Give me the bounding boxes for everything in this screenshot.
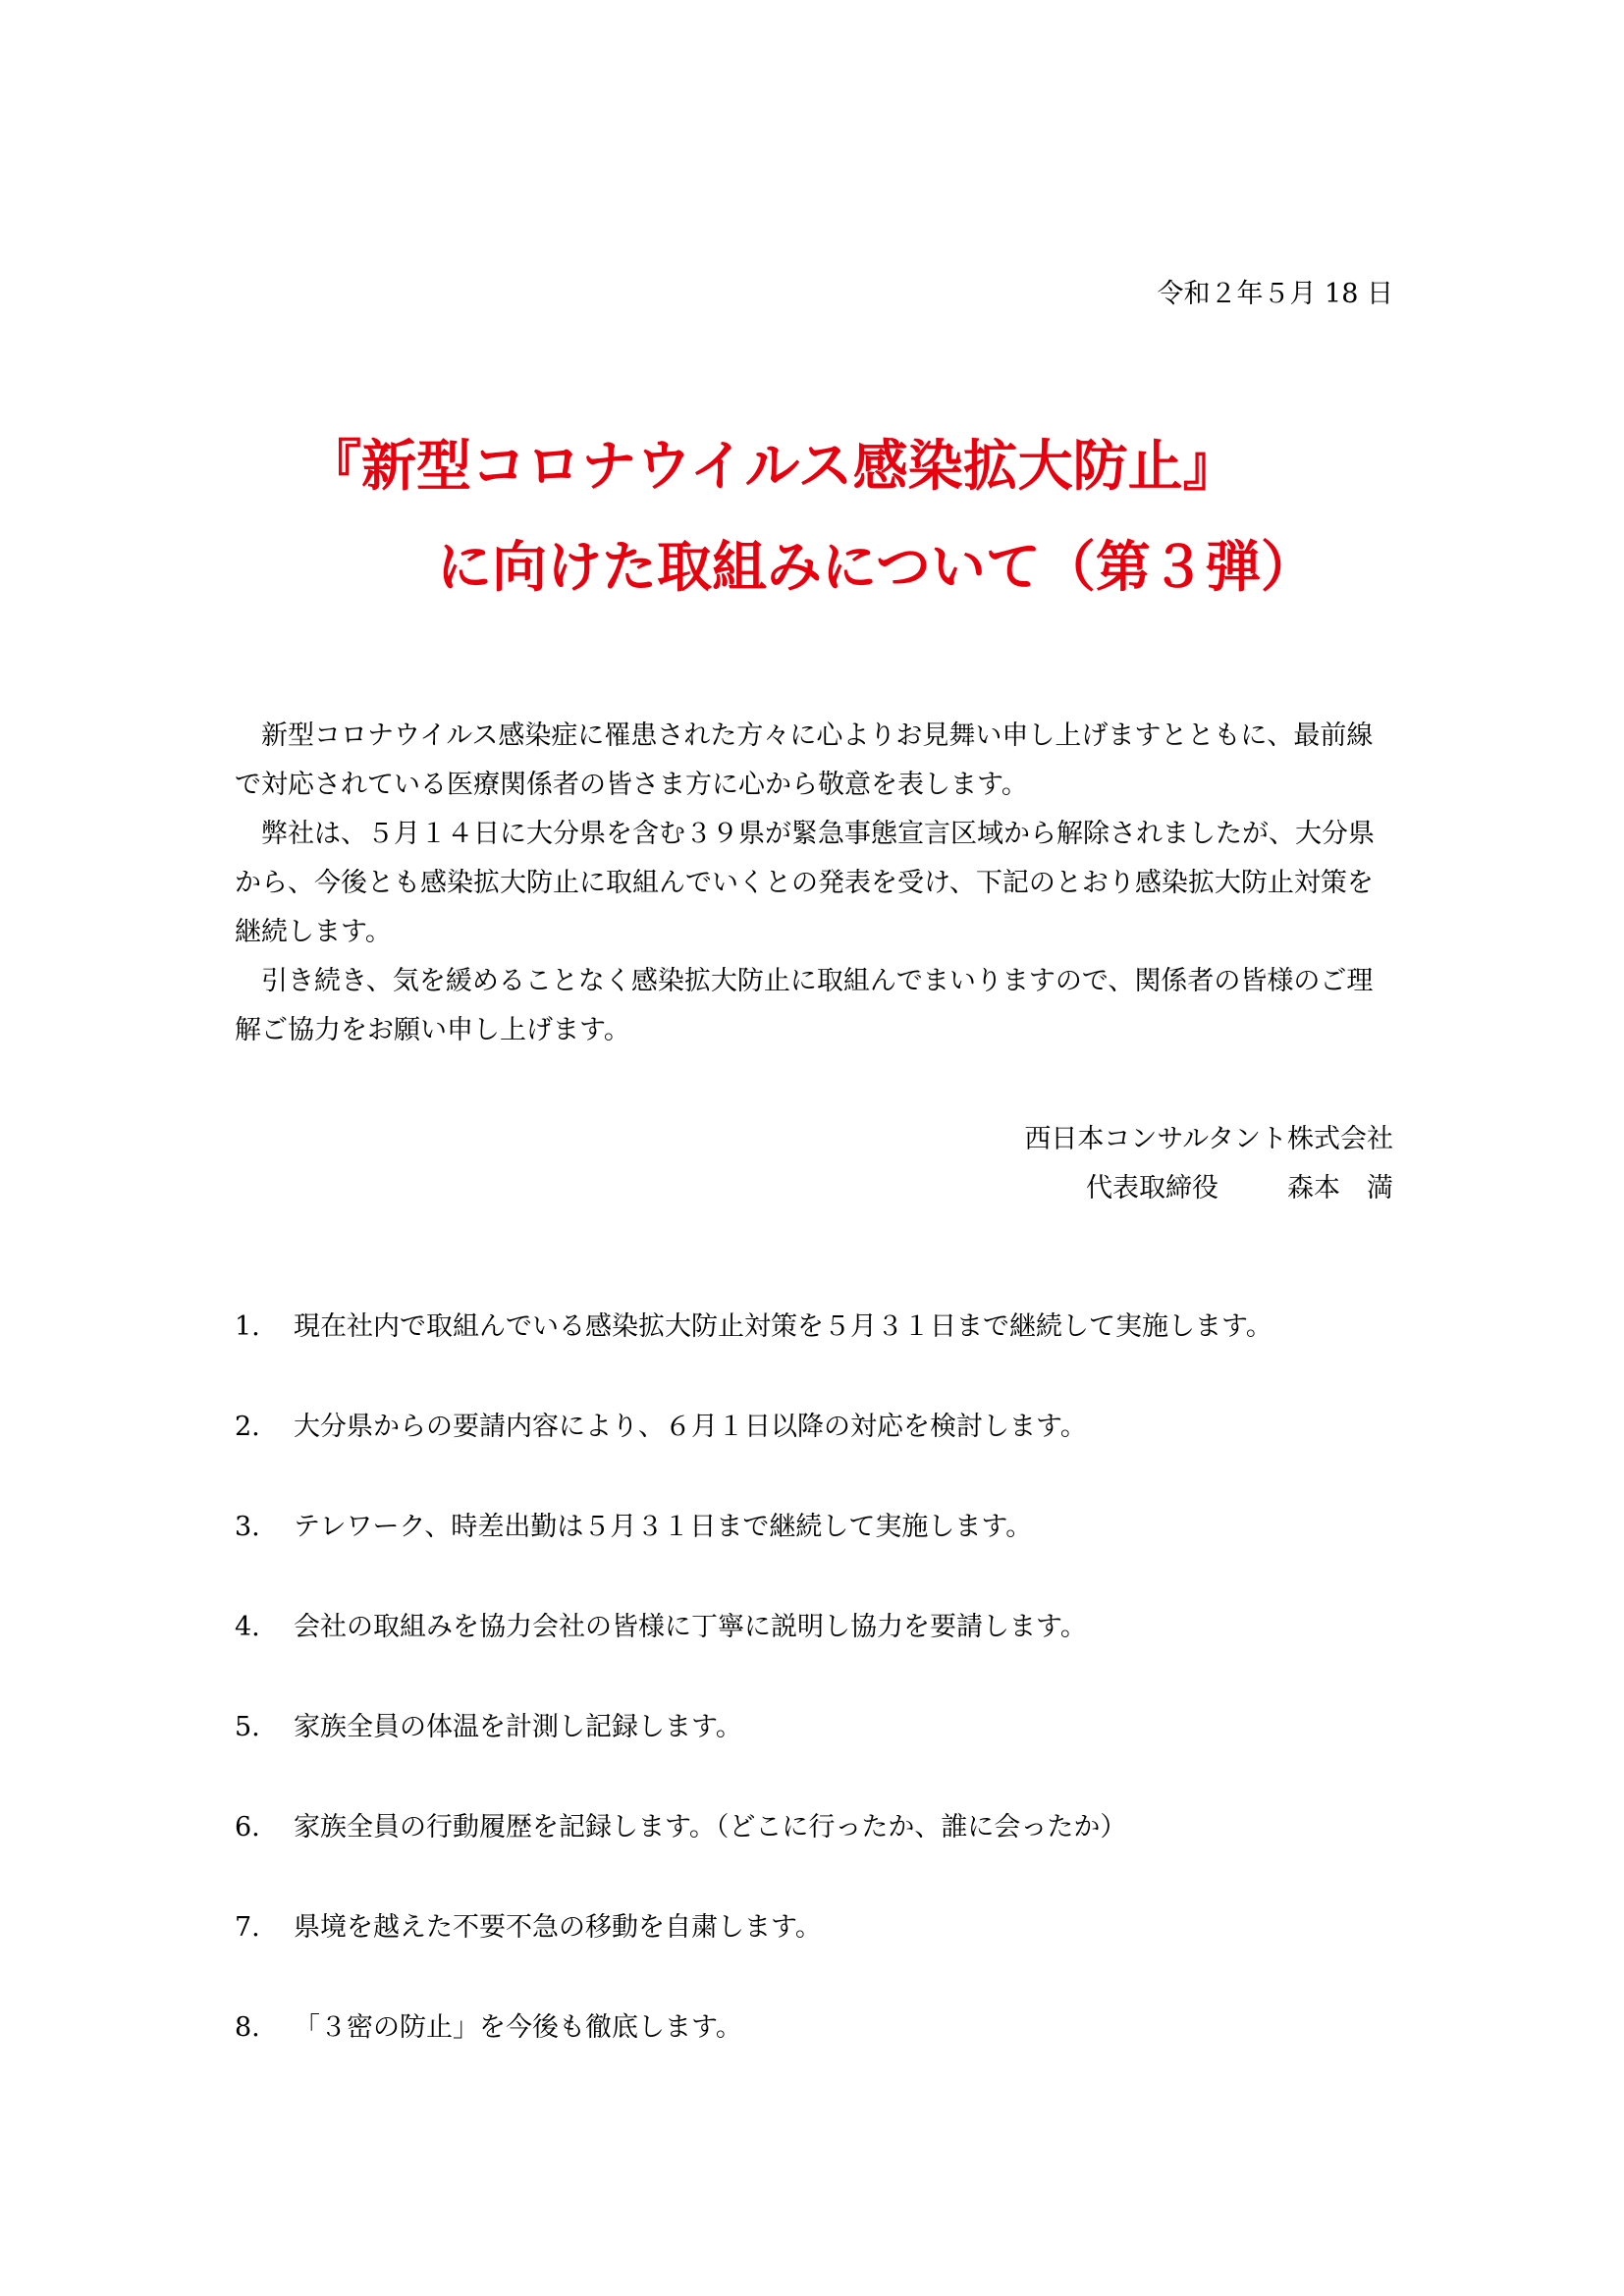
body-text: [235, 712, 1393, 1055]
list-item-text: 県境を越えた不要不急の移動を自粛します。: [294, 1912, 822, 1943]
title-line-2: に向けた取組みについて（第３弾）: [437, 535, 1316, 600]
list-item-number: 1.: [235, 1311, 260, 1342]
signature-role: 代表取締役: [1086, 1173, 1218, 1203]
list-item: [235, 2011, 1413, 2111]
list-item-text: 大分県からの要請内容により、６月１日以降の対応を検討します。: [294, 1412, 1087, 1442]
list-item-number: 6.: [235, 1812, 260, 1842]
list-item: [235, 1310, 1413, 1411]
list-item-text: 「３密の防止」を今後も徹底します。: [294, 2012, 742, 2043]
list-item-number: 7.: [235, 1912, 260, 1943]
list-item-number: 4.: [235, 1612, 260, 1642]
list-item-text: テレワーク、時差出勤は５月３１日まで継続して実施します。: [294, 1512, 1033, 1542]
list-item: [235, 1911, 1413, 2011]
list-item: [235, 1811, 1413, 1911]
signature-block: [1024, 1115, 1393, 1213]
body-paragraph: 新型コロナウイルス感染症に罹患された方々に心よりお見舞い申し上げますとともに、最前線で対応されている医療関係者の皆さま方に心から敬意を表します。: [235, 721, 1374, 800]
signature-name: 森本 満: [1287, 1173, 1393, 1203]
title-line-1: 『新型コロナウイルス感染拡大防止』: [306, 434, 1238, 499]
document-date: 令和２年５月 18 日: [1157, 279, 1393, 309]
list-item: [235, 1511, 1413, 1611]
list-item-number: 8.: [235, 2012, 260, 2043]
body-paragraph: 引き続き、気を緩めることなく感染拡大防止に取組んでまいりますので、関係者の皆様のご理解ご協力をお願い申し上げます。: [235, 966, 1374, 1045]
list-item-text: 現在社内で取組んでいる感染拡大防止対策を５月３１日まで継続して実施します。: [294, 1311, 1272, 1342]
signature-representative: [1024, 1164, 1393, 1213]
list-item-text: 会社の取組みを協力会社の皆様に丁寧に説明し協力を要請します。: [294, 1612, 1087, 1642]
signature-company: 西日本コンサルタント株式会社: [1024, 1124, 1393, 1154]
list-item-number: 3.: [235, 1512, 260, 1542]
list-item: [235, 1611, 1413, 1711]
body-paragraph: 弊社は、５月１４日に大分県を含む３９県が緊急事態宣言区域から解除されましたが、大分県から、今後とも感染拡大防止に取組んでいくとの発表を受け、下記のとおり感染拡大防止対策を継続します。: [235, 819, 1375, 947]
list-item: [235, 1411, 1413, 1511]
list-item-number: 2.: [235, 1412, 260, 1442]
measures-list: [235, 1310, 1413, 2111]
list-item-text: 家族全員の体温を計測し記録します。: [294, 1712, 742, 1742]
list-item: [235, 1711, 1413, 1811]
list-item-number: 5.: [235, 1712, 260, 1742]
list-item-text: 家族全員の行動履歴を記録します。（どこに行ったか、誰に会ったか）: [294, 1812, 1127, 1842]
